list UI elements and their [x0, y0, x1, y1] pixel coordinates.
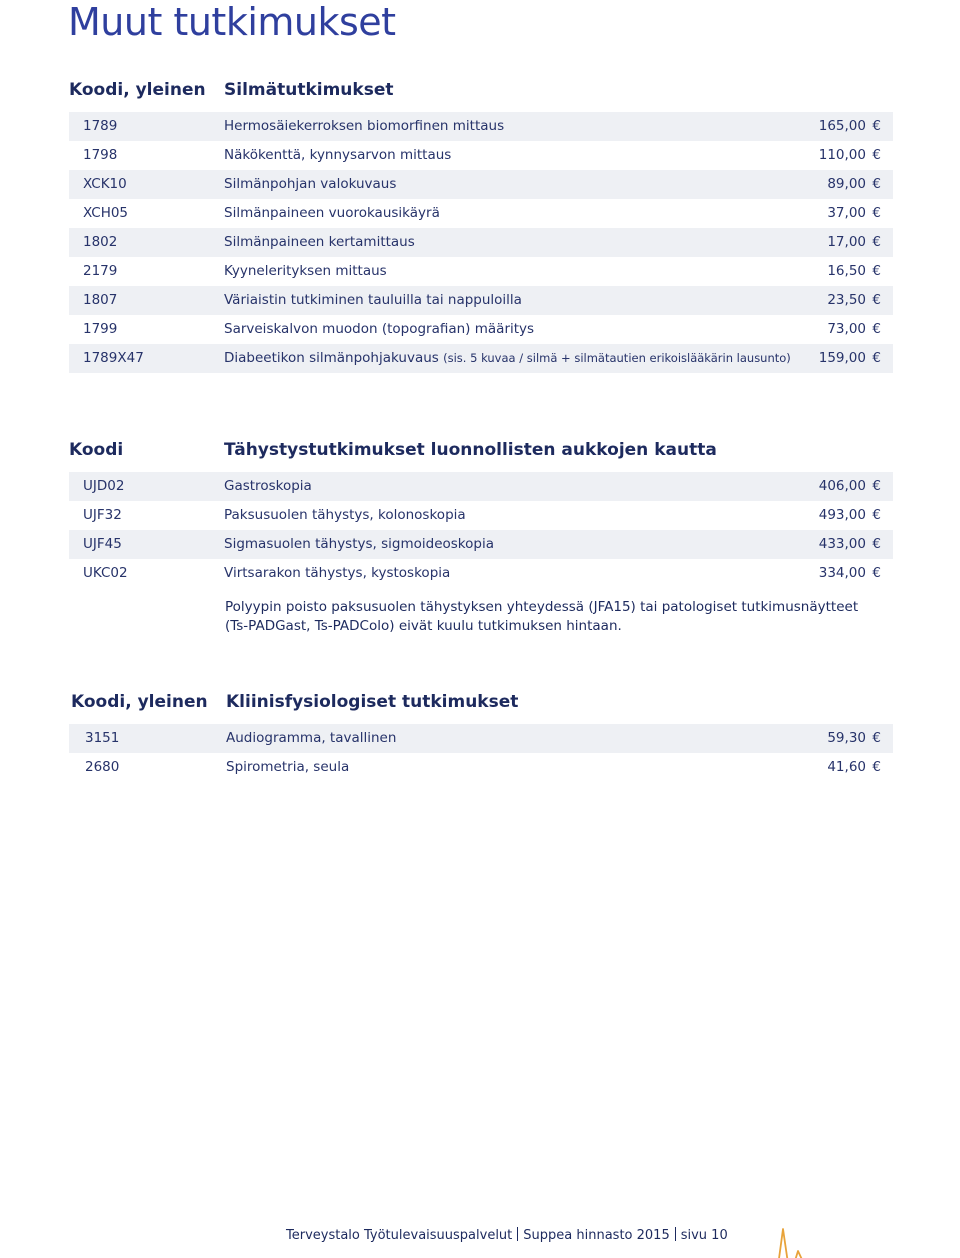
euro-sign: €: [872, 507, 881, 523]
row-price: 17,00: [827, 234, 866, 250]
euro-sign: €: [872, 263, 881, 279]
table-row: [69, 753, 893, 782]
euro-sign: €: [872, 118, 881, 134]
row-price: 16,50: [827, 263, 866, 279]
row-code: 3151: [85, 730, 120, 746]
euro-sign: €: [872, 350, 881, 366]
page-title: Muut tutkimukset: [68, 0, 396, 44]
euro-sign: €: [872, 536, 881, 552]
row-description: Spirometria, seula: [226, 759, 350, 775]
note-line: (Ts-PADGast, Ts-PADColo) eivät kuulu tutkimuksen hintaan.: [225, 618, 622, 634]
euro-sign: €: [872, 176, 881, 192]
euro-sign: €: [872, 565, 881, 581]
section-title: Kliinisfysiologiset tutkimukset: [226, 692, 519, 712]
table-row: [69, 286, 893, 315]
row-code: 1798: [83, 147, 118, 163]
row-price: 433,00: [818, 536, 866, 552]
row-description: Väriaistin tutkiminen tauluilla tai nappuloilla: [224, 292, 522, 308]
row-description: Audiogramma, tavallinen: [226, 730, 397, 746]
footer-document: Suppea hinnasto 2015: [523, 1228, 670, 1243]
row-description: Silmänpaineen kertamittaus: [224, 234, 415, 250]
table-row: [69, 559, 893, 588]
row-code: 1789: [83, 118, 118, 134]
row-description: Sigmasuolen tähystys, sigmoideoskopia: [224, 536, 494, 552]
row-code: 2680: [85, 759, 120, 775]
row-description: Paksusuolen tähystys, kolonoskopia: [224, 507, 466, 523]
euro-sign: €: [872, 292, 881, 308]
table-row: [69, 141, 893, 170]
row-price: 165,00: [818, 118, 866, 134]
heartbeat-line: [275, 1229, 960, 1258]
row-description: Kyynelerityksen mittaus: [224, 263, 387, 279]
code-column-header: Koodi, yleinen: [71, 692, 208, 712]
row-description-detail: (sis. 5 kuvaa / silmä + silmätautien erikoislääkärin lausunto): [443, 351, 791, 365]
row-code: 1789X47: [83, 350, 144, 366]
row-price: 159,00: [818, 350, 866, 366]
note-line: Polyypin poisto paksusuolen tähystyksen yhteydessä (JFA15) tai patologiset tutkimusnäytteet: [225, 599, 859, 615]
code-column-header: Koodi: [69, 440, 124, 460]
row-price: 493,00: [818, 507, 866, 523]
row-code: UKC02: [83, 565, 128, 581]
euro-sign: €: [872, 478, 881, 494]
section-header: [69, 692, 893, 724]
table-row: [69, 315, 893, 344]
euro-sign: €: [872, 759, 881, 775]
euro-sign: €: [872, 234, 881, 250]
row-description: Sarveiskalvon muodon (topografian) määritys: [224, 321, 535, 337]
euro-sign: €: [872, 205, 881, 221]
row-description: Gastroskopia: [224, 478, 312, 494]
row-description-main: Diabeetikon silmänpohjakuvaus: [224, 350, 439, 366]
table-row: [69, 257, 893, 286]
section-title: Silmätutkimukset: [224, 80, 394, 100]
row-description: Hermosäiekerroksen biomorfinen mittaus: [224, 118, 505, 134]
row-code: XCH05: [83, 205, 129, 221]
row-price: 406,00: [818, 478, 866, 494]
row-description: [224, 344, 791, 373]
row-price: 37,00: [827, 205, 866, 221]
table-row: [69, 199, 893, 228]
code-column-header: Koodi, yleinen: [69, 80, 206, 100]
heartbeat-line-icon: [0, 1200, 960, 1258]
section-clinical-physiology: [69, 692, 893, 782]
section-header: [69, 440, 893, 472]
row-description: Silmänpaineen vuorokausikäyrä: [224, 205, 440, 221]
table-row: [69, 530, 893, 559]
row-code: UJF32: [83, 507, 122, 523]
endoscopy-note: [225, 598, 865, 636]
section-eye-exams: [69, 80, 893, 373]
row-code: 2179: [83, 263, 118, 279]
table-row: [69, 724, 893, 753]
row-code: UJD02: [83, 478, 125, 494]
row-description: Virtsarakon tähystys, kystoskopia: [224, 565, 451, 581]
euro-sign: €: [872, 730, 881, 746]
row-description: Näkökenttä, kynnysarvon mittaus: [224, 147, 452, 163]
row-price: 73,00: [827, 321, 866, 337]
section-header: [69, 80, 893, 112]
table-row: [69, 228, 893, 257]
table-row: [69, 472, 893, 501]
section-title: Tähystystutkimukset luonnollisten aukkojen kautta: [224, 440, 717, 460]
row-price: 41,60: [827, 759, 866, 775]
row-price: 59,30: [827, 730, 866, 746]
table-row: [69, 501, 893, 530]
row-price: 334,00: [818, 565, 866, 581]
row-price: 110,00: [818, 147, 866, 163]
row-price: 23,50: [827, 292, 866, 308]
row-code: 1799: [83, 321, 118, 337]
row-code: XCK10: [83, 176, 127, 192]
table-row: [69, 112, 893, 141]
row-description: Silmänpohjan valokuvaus: [224, 176, 397, 192]
section-endoscopy: [69, 440, 893, 588]
footer-page-number: sivu 10: [680, 1228, 728, 1243]
row-code: 1802: [83, 234, 118, 250]
euro-sign: €: [872, 147, 881, 163]
table-row: [69, 344, 893, 373]
euro-sign: €: [872, 321, 881, 337]
footer-company: Terveystalo Työtulevaisuuspalvelut: [286, 1228, 513, 1243]
row-code: UJF45: [83, 536, 122, 552]
row-code: 1807: [83, 292, 118, 308]
table-row: [69, 170, 893, 199]
row-price: 89,00: [827, 176, 866, 192]
